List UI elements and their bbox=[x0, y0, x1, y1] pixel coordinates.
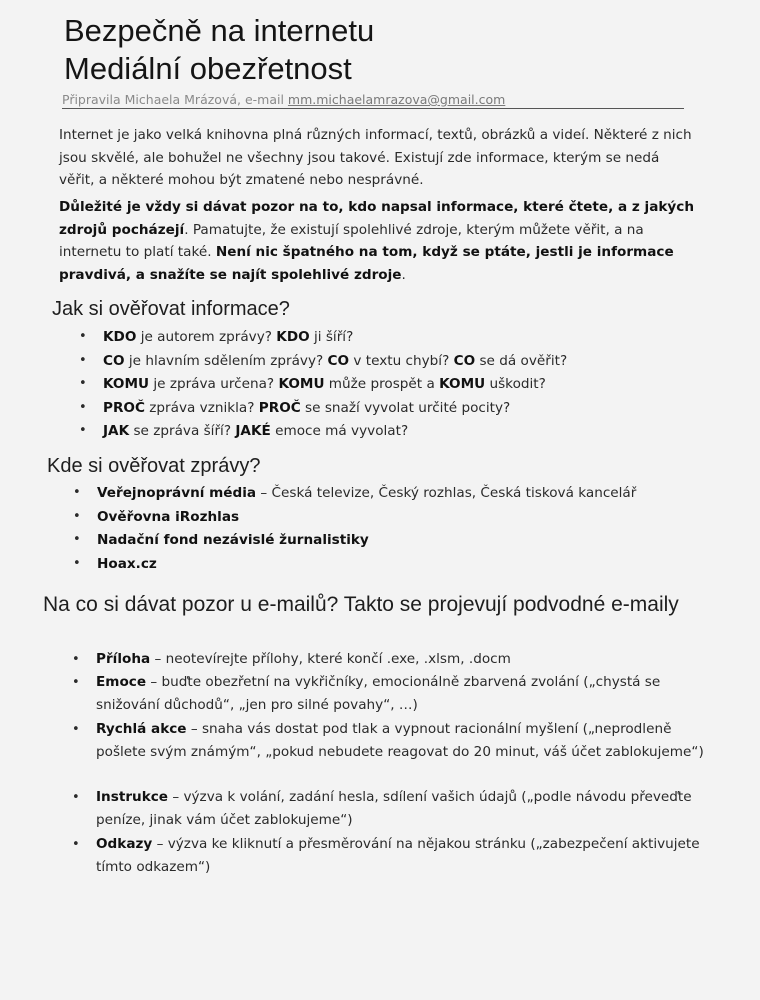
verify-info-list bbox=[79, 326, 568, 444]
list-item: • Veřejnoprávní média – Česká televize, Český rozhlas, Česká tisková kancelář bbox=[97, 482, 636, 506]
intro-p2-bold-1: Důležité je vždy si dávat pozor na to, kdo napsal informace, které čtete, a z jakých zdrojů pocházejí bbox=[59, 199, 695, 238]
bullet-icon: • bbox=[79, 352, 87, 368]
list-item: • PROČ zpráva vznikla? PROČ se snaží vyvolat určité pocity? bbox=[103, 397, 567, 421]
author-prefix: Připravila Michaela Mrázová, e-mail bbox=[62, 92, 284, 107]
email-scams-list bbox=[72, 648, 716, 878]
list-item: • KOMU je zpráva určena? KOMU může prospět a KOMU uškodit? bbox=[103, 373, 567, 397]
bullet-icon: • bbox=[79, 423, 87, 438]
section-heading-email-scams: Na co si dávat pozor u e-mailů? Takto se projevují podvodné e-maily bbox=[43, 593, 679, 616]
intro-p2-end: . bbox=[401, 266, 406, 283]
list-item: • CO je hlavním sdělením zprávy? CO v textu chybí? CO se dá ověřit? bbox=[103, 350, 567, 374]
list-item: • JAK se zpráva šíří? JAKÉ emoce má vyvolat? bbox=[103, 420, 567, 444]
list-item: • KDO je autorem zprávy? KDO ji šíří? bbox=[103, 326, 567, 350]
bullet-icon: • bbox=[72, 722, 80, 737]
bullet-icon: • bbox=[79, 329, 87, 344]
bullet-icon: • bbox=[79, 376, 87, 391]
title-line-2: Mediální obezřetnost bbox=[64, 51, 352, 86]
intro-p2-bold-2: Není nic špatného na tom, když se ptáte, jestli je informace pravdivá, a snažíte se najít spolehlivé zdroje bbox=[59, 244, 674, 283]
bullet-icon: • bbox=[79, 399, 87, 415]
list-item: • Emoce – buďte obezřetní na vykřičníky, emocionálně zbarvená zvolání („chystá se snižování důchodů“, „jen pro silné povahy“, …) bbox=[96, 671, 716, 718]
bullet-icon: • bbox=[72, 837, 80, 852]
bullet-icon: • bbox=[73, 508, 81, 524]
bullet-icon: • bbox=[72, 675, 80, 690]
section-heading-verify-info: Jak si ověřovat informace? bbox=[52, 298, 290, 320]
list-item: • Odkazy – výzva ke kliknutí a přesměrování na nějakou stránku („zabezpečení aktivujete tímto odkazem“) bbox=[96, 833, 716, 878]
title-line-1: Bezpečně na internetu bbox=[64, 13, 375, 48]
list-item: • Rychlá akce – snaha vás dostat pod tlak a vypnout racionální myšlení („neprodleně pošlete svým známým“, „pokud nebudete reagovat do 20 minut, váš účet zablokujeme“) bbox=[96, 718, 716, 786]
author-email-link[interactable]: mm.michaelamrazova@gmail.com bbox=[287, 92, 506, 107]
intro-paragraph-1: Internet je jako velká knihovna plná různých informací, textů, obrázků a videí. Některé z nich jsou skvělé, ale bohužel ne všechny jsou takové. Existují zde informace, kterým se nedá věřit, a některé mohou být zmatené nebo nesprávné. bbox=[59, 127, 692, 188]
bullet-icon: • bbox=[72, 790, 80, 805]
list-item: • Hoax.cz bbox=[97, 553, 636, 577]
author-line bbox=[62, 92, 684, 109]
section-heading-verify-news: Kde si ověřovat zprávy? bbox=[47, 455, 261, 477]
bullet-icon: • bbox=[73, 532, 81, 547]
bullet-icon: • bbox=[73, 485, 81, 500]
verify-news-list bbox=[73, 482, 637, 576]
document-title bbox=[64, 12, 374, 88]
list-item: • Příloha – neotevírejte přílohy, které končí .exe, .xlsm, .docm bbox=[96, 648, 716, 671]
intro-paragraph-2 bbox=[59, 196, 699, 286]
intro-p2-normal: . Pamatujte, že existují spolehlivé zdroje, kterým můžete věřit, a na internetu to platí také. bbox=[59, 221, 644, 260]
bullet-icon: • bbox=[72, 652, 80, 667]
bullet-icon: • bbox=[73, 555, 81, 571]
list-item: • Ověřovna iRozhlas bbox=[97, 506, 636, 530]
list-item: • Nadační fond nezávislé žurnalistiky bbox=[97, 529, 636, 553]
list-item: • Instrukce – výzva k volání, zadání hesla, sdílení vašich údajů („podle návodu převeďte peníze, jinak vám účet zablokujeme“) bbox=[96, 786, 716, 833]
